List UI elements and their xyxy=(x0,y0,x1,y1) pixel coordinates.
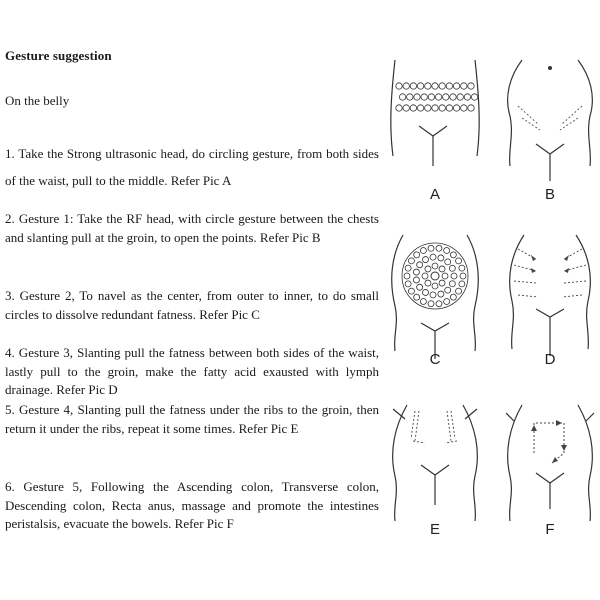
figure-c xyxy=(385,231,485,381)
gesture-paragraph-1: 1. Take the Strong ultrasonic head, do circling gesture, from both sides of the waist, pull to the middle. Refer Pic A xyxy=(5,146,379,188)
belly-rib-slant-diagram-icon xyxy=(385,401,485,531)
belly-waist-arrows-diagram-icon xyxy=(500,231,600,361)
belly-groin-slant-diagram-icon xyxy=(500,56,600,186)
figure-d xyxy=(500,231,600,381)
figure-grid xyxy=(385,56,600,556)
gesture-paragraph-5: 5. Gesture 4, Slanting pull the fatness under the ribs to the groin, then return it under the ribs, repeat it some times. Refer Pic E xyxy=(5,402,379,436)
gesture-paragraph-3: 3. Gesture 2, To navel as the center, from outer to inner, to do small circles to dissolve redundant fatness. Refer Pic C xyxy=(5,288,379,322)
figure-b xyxy=(500,56,600,206)
belly-waist-circles-diagram-icon xyxy=(385,56,485,186)
gesture-paragraph-2: 2. Gesture 1: Take the RF head, with circle gesture between the chests and slanting pull at the groin, to open the points. Refer Pic B xyxy=(5,211,379,245)
figure-f xyxy=(500,401,600,551)
figure-a xyxy=(385,56,485,206)
figure-label-c: C xyxy=(429,351,441,368)
figure-label-d: D xyxy=(544,351,556,368)
figure-label-a: A xyxy=(429,186,440,203)
document-heading: Gesture suggestion xyxy=(5,48,112,63)
figure-label-f: F xyxy=(545,521,555,538)
figure-label-b: B xyxy=(544,186,555,203)
gesture-paragraph-4: 4. Gesture 3, Slanting pull the fatness between both sides of the waist, lastly pull to the groin, make the fatty acid exausted with lymph drainage. Refer Pic D xyxy=(5,345,379,397)
belly-colon-path-diagram-icon xyxy=(500,401,600,531)
section-subheading: On the belly xyxy=(5,93,70,108)
figure-label-e: E xyxy=(429,521,440,538)
belly-navel-circles-diagram-icon xyxy=(385,231,485,361)
gesture-paragraph-6: 6. Gesture 5, Following the Ascending colon, Transverse colon, Descending colon, Recta anus, massage and promote the intestines peristalsis, evacuate the bowels. Refer Pic F xyxy=(5,479,379,531)
figure-e xyxy=(385,401,485,551)
